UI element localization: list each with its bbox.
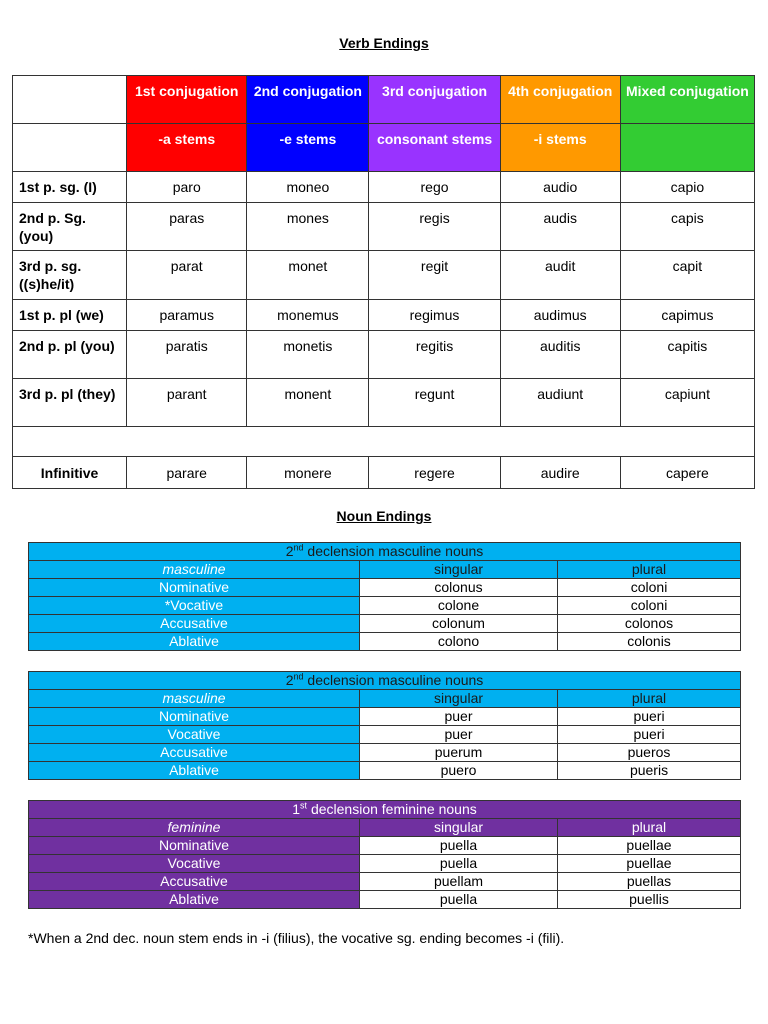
noun-table-title: 2nd declension masculine nouns — [29, 672, 741, 690]
singular-form: puerum — [360, 744, 558, 762]
verb-form: regit — [369, 251, 500, 300]
noun-table-title: 2nd declension masculine nouns — [29, 543, 741, 561]
verb-form: audiunt — [500, 379, 620, 427]
plural-form: colonis — [558, 633, 741, 651]
noun-table-title: 1st declension feminine nouns — [29, 801, 741, 819]
row-label: 1st p. sg. (I) — [13, 172, 127, 203]
stem-2nd: -e stems — [247, 124, 369, 172]
table-row — [29, 855, 741, 873]
plural-header: plural — [558, 561, 741, 579]
row-label: 3rd p. pl (they) — [13, 379, 127, 427]
header-2nd-conjugation: 2nd conjugation — [247, 76, 369, 124]
corner-cell — [13, 124, 127, 172]
case-label: Nominative — [29, 579, 360, 597]
stems-header-row — [13, 124, 755, 172]
verb-form: paramus — [127, 300, 247, 331]
plural-form: coloni — [558, 597, 741, 615]
stem-1st: -a stems — [127, 124, 247, 172]
plural-form: pueros — [558, 744, 741, 762]
verb-form: regunt — [369, 379, 500, 427]
verb-form: paras — [127, 203, 247, 251]
gender-label: feminine — [29, 819, 360, 837]
case-label: Vocative — [29, 855, 360, 873]
table-row — [29, 708, 741, 726]
plural-form: puellae — [558, 837, 741, 855]
table-row — [29, 615, 741, 633]
infinitive-form: capere — [620, 457, 754, 489]
plural-form: colonos — [558, 615, 741, 633]
table-row — [29, 579, 741, 597]
plural-form: pueri — [558, 726, 741, 744]
infinitive-label: Infinitive — [13, 457, 127, 489]
table-row — [29, 744, 741, 762]
table-row — [29, 837, 741, 855]
case-label: Nominative — [29, 708, 360, 726]
verb-form: rego — [369, 172, 500, 203]
row-label: 3rd p. sg. ((s)he/it) — [13, 251, 127, 300]
case-label: Accusative — [29, 744, 360, 762]
header-3rd-conjugation: 3rd conjugation — [369, 76, 500, 124]
verb-form: regimus — [369, 300, 500, 331]
spacer-cell — [13, 427, 755, 457]
singular-form: puella — [360, 855, 558, 873]
case-label: Accusative — [29, 615, 360, 633]
verb-form: capit — [620, 251, 754, 300]
noun-table-puer — [28, 671, 741, 780]
singular-header: singular — [360, 819, 558, 837]
stem-3rd: consonant stems — [369, 124, 500, 172]
verb-row-3sg — [13, 251, 755, 300]
case-label: Ablative — [29, 633, 360, 651]
verb-form: audit — [500, 251, 620, 300]
verb-form: capimus — [620, 300, 754, 331]
plural-header: plural — [558, 819, 741, 837]
infinitive-form: parare — [127, 457, 247, 489]
verb-form: audimus — [500, 300, 620, 331]
table-row — [29, 891, 741, 909]
verb-form: auditis — [500, 331, 620, 379]
header-1st-conjugation: 1st conjugation — [127, 76, 247, 124]
header-4th-conjugation: 4th conjugation — [500, 76, 620, 124]
header-mixed-conjugation: Mixed conjugation — [620, 76, 754, 124]
noun-table-puella — [28, 800, 741, 909]
verb-form: parant — [127, 379, 247, 427]
plural-form: pueris — [558, 762, 741, 780]
verb-form: mones — [247, 203, 369, 251]
verb-form: capio — [620, 172, 754, 203]
plural-form: puellas — [558, 873, 741, 891]
singular-form: colone — [360, 597, 558, 615]
case-label: Vocative — [29, 726, 360, 744]
noun-endings-title: Noun Endings — [336, 508, 432, 524]
singular-form: puero — [360, 762, 558, 780]
table-row — [29, 597, 741, 615]
verb-form: moneo — [247, 172, 369, 203]
verb-row-3pl — [13, 379, 755, 427]
verb-endings-title: Verb Endings — [339, 35, 429, 51]
case-label: *Vocative — [29, 597, 360, 615]
table-row — [29, 633, 741, 651]
row-label: 2nd p. Sg. (you) — [13, 203, 127, 251]
corner-cell — [13, 76, 127, 124]
case-label: Nominative — [29, 837, 360, 855]
verb-form: monet — [247, 251, 369, 300]
verb-row-2sg — [13, 203, 755, 251]
singular-form: colonum — [360, 615, 558, 633]
table-row — [29, 873, 741, 891]
singular-form: puellam — [360, 873, 558, 891]
gender-label: masculine — [29, 690, 360, 708]
plural-form: coloni — [558, 579, 741, 597]
verb-form: capiunt — [620, 379, 754, 427]
singular-form: puer — [360, 708, 558, 726]
verb-row-2pl — [13, 331, 755, 379]
verb-form: monemus — [247, 300, 369, 331]
table-row — [29, 762, 741, 780]
verb-form: paro — [127, 172, 247, 203]
infinitive-form: monere — [247, 457, 369, 489]
singular-form: puer — [360, 726, 558, 744]
verb-spacer-row — [13, 427, 755, 457]
plural-header: plural — [558, 690, 741, 708]
verb-row-1pl — [13, 300, 755, 331]
verb-form: audis — [500, 203, 620, 251]
case-label: Accusative — [29, 873, 360, 891]
row-label: 2nd p. pl (you) — [13, 331, 127, 379]
singular-form: colono — [360, 633, 558, 651]
verb-form: parat — [127, 251, 247, 300]
plural-form: pueri — [558, 708, 741, 726]
vocative-footnote: *When a 2nd dec. noun stem ends in -i (filius), the vocative sg. ending becomes -i (fili). — [28, 930, 565, 946]
singular-form: puella — [360, 837, 558, 855]
stem-4th: -i stems — [500, 124, 620, 172]
verb-form: regis — [369, 203, 500, 251]
verb-endings-table — [12, 75, 755, 489]
verb-form: audio — [500, 172, 620, 203]
singular-form: colonus — [360, 579, 558, 597]
verb-form: capitis — [620, 331, 754, 379]
plural-form: puellis — [558, 891, 741, 909]
plural-form: puellae — [558, 855, 741, 873]
verb-form: monetis — [247, 331, 369, 379]
case-label: Ablative — [29, 762, 360, 780]
noun-table-colonus — [28, 542, 741, 651]
verb-row-1sg — [13, 172, 755, 203]
stem-mixed — [620, 124, 754, 172]
singular-form: puella — [360, 891, 558, 909]
table-row — [29, 726, 741, 744]
singular-header: singular — [360, 690, 558, 708]
verb-form: monent — [247, 379, 369, 427]
gender-label: masculine — [29, 561, 360, 579]
infinitive-form: regere — [369, 457, 500, 489]
singular-header: singular — [360, 561, 558, 579]
verb-form: regitis — [369, 331, 500, 379]
verb-form: capis — [620, 203, 754, 251]
case-label: Ablative — [29, 891, 360, 909]
row-label: 1st p. pl (we) — [13, 300, 127, 331]
conjugation-header-row — [13, 76, 755, 124]
verb-row-infinitive — [13, 457, 755, 489]
verb-form: paratis — [127, 331, 247, 379]
infinitive-form: audire — [500, 457, 620, 489]
